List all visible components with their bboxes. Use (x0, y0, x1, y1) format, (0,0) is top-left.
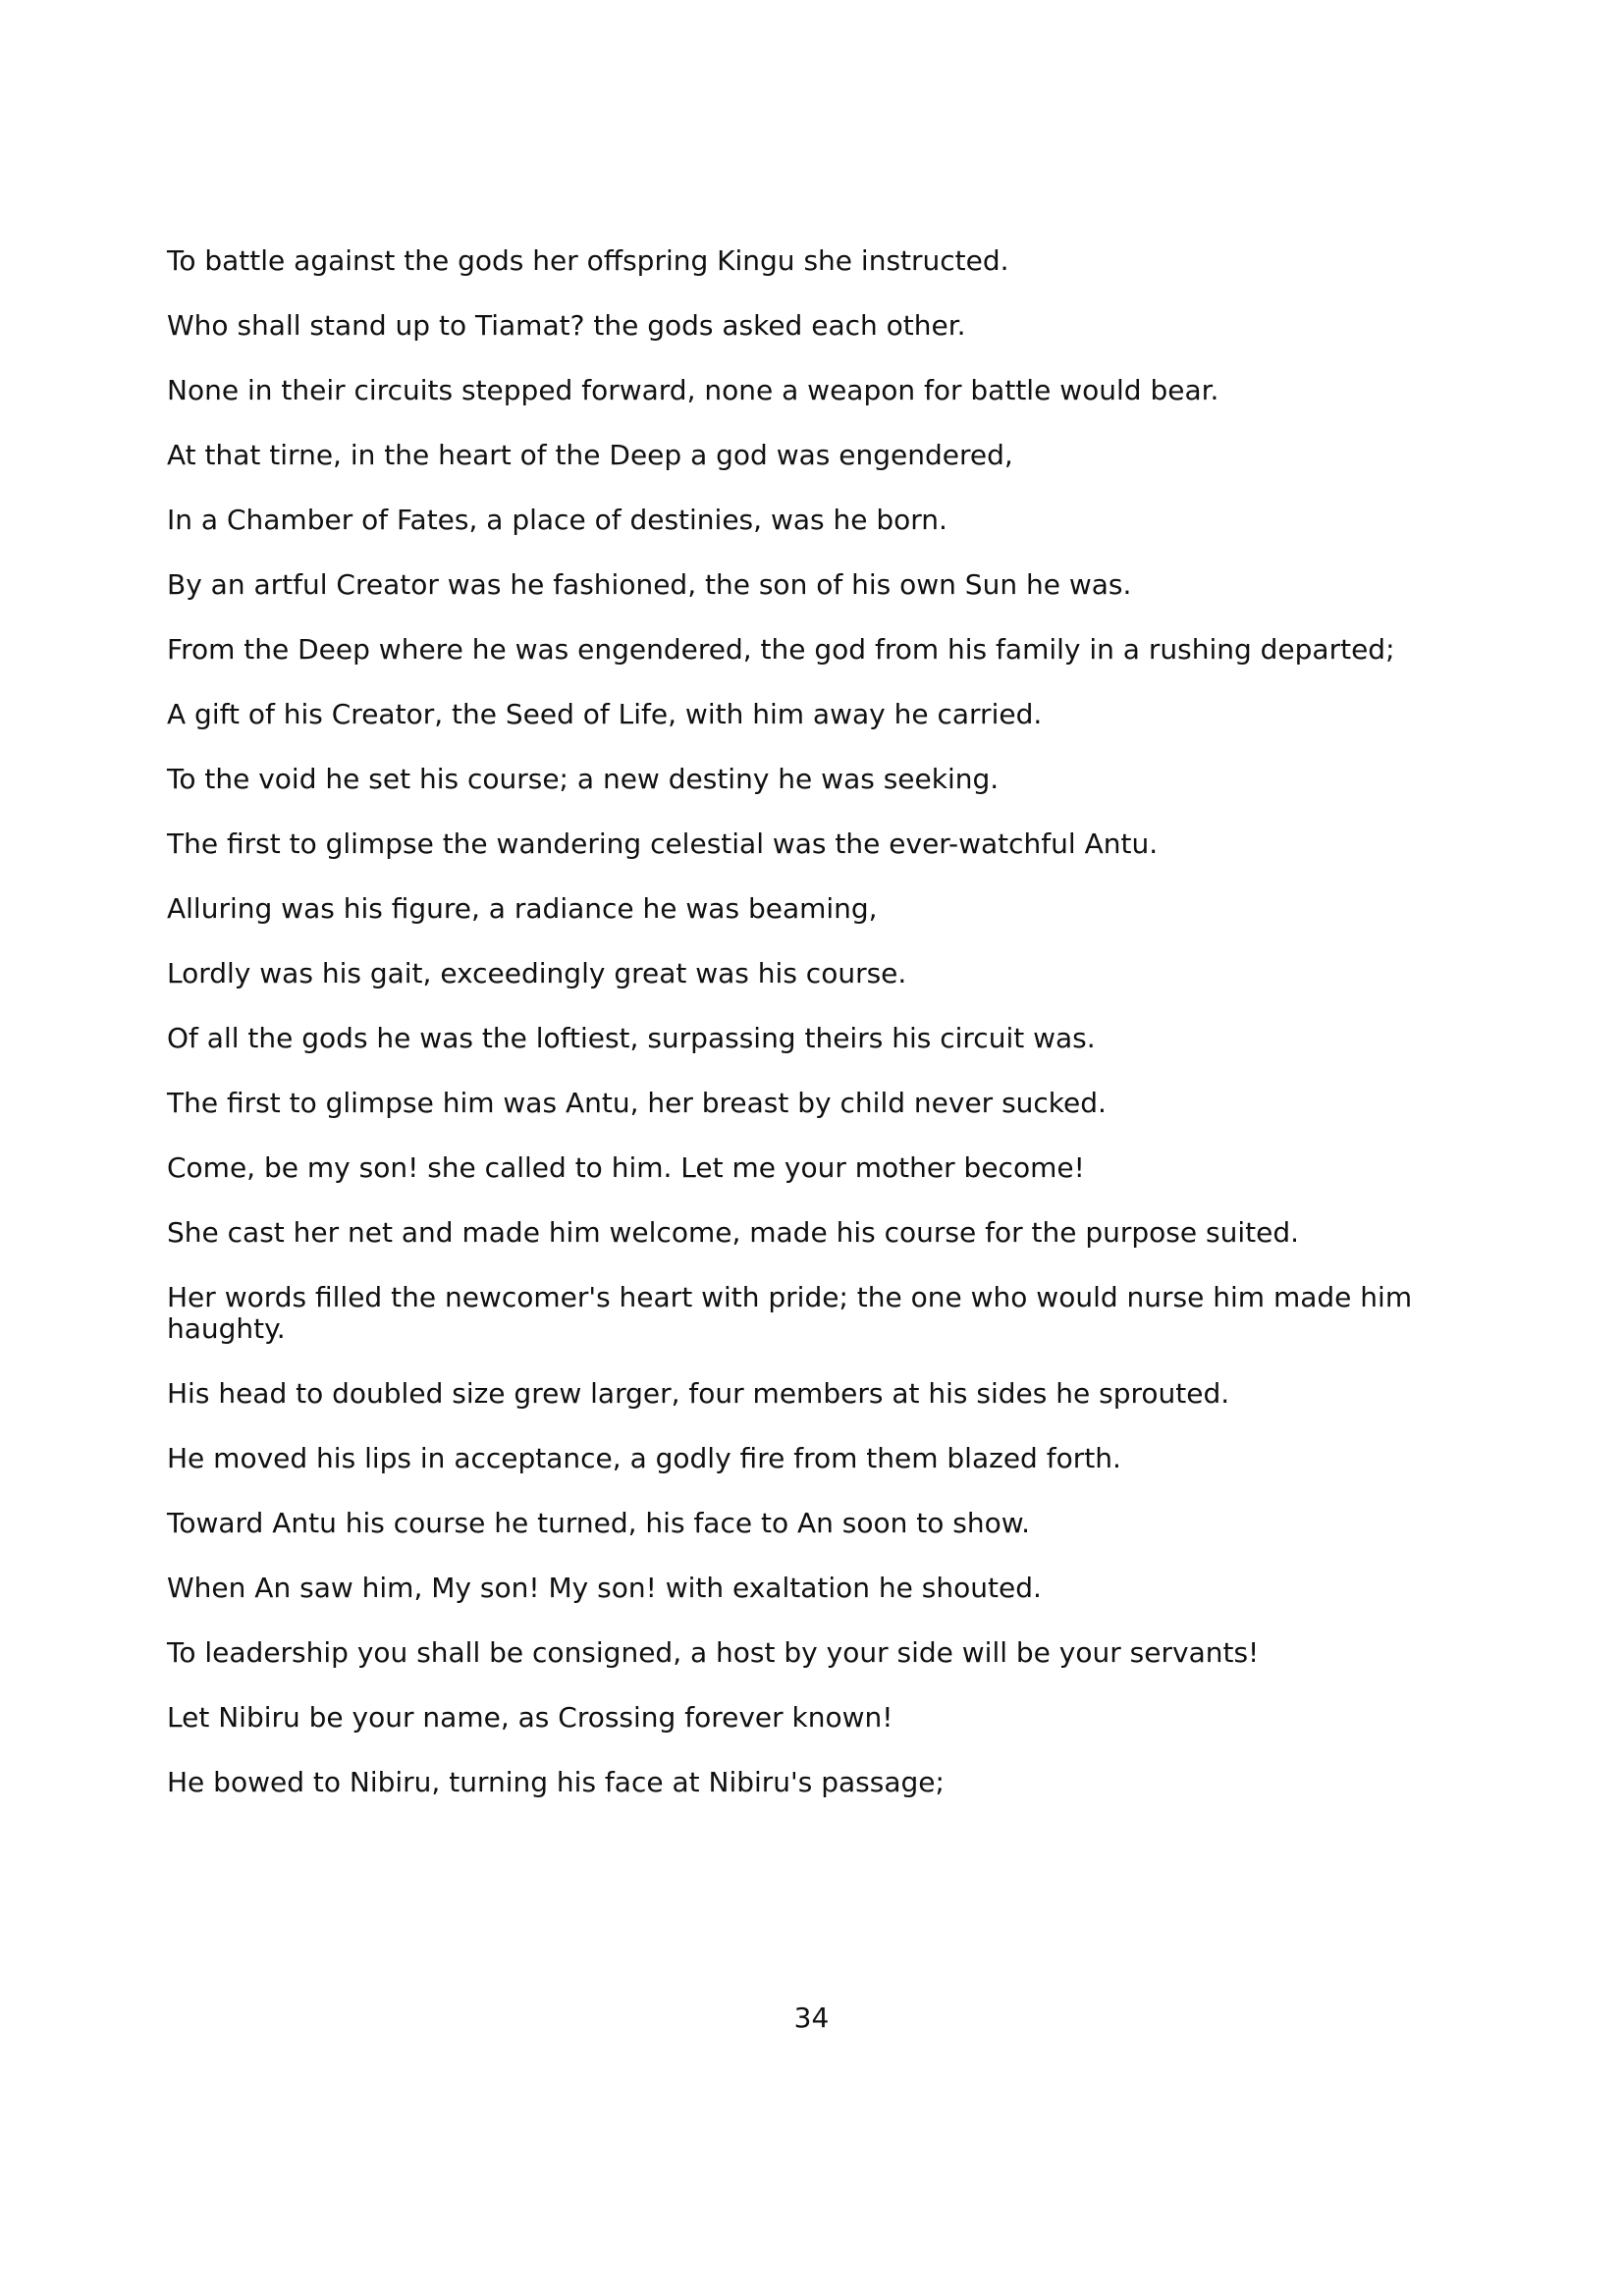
page-number: 34 (793, 2002, 830, 2034)
text-line: The first to glimpse him was Antu, her breast by child never sucked. (167, 1087, 1107, 1119)
text-line: She cast her net and made him welcome, made his course for the purpose suited. (167, 1216, 1299, 1249)
text-line: Let Nibiru be your name, as Crossing forever known! (167, 1701, 893, 1734)
text-line: The first to glimpse the wandering celestial was the ever-watchful Antu. (167, 828, 1159, 860)
text-line: At that tirne, in the heart of the Deep a god was engendered, (167, 439, 1013, 471)
text-line: His head to doubled size grew larger, four members at his sides he sprouted. (167, 1377, 1230, 1410)
text-line: Her words filled the newcomer's heart with pride; the one who would nurse him made him haughty. (167, 1281, 1413, 1345)
text-line: He bowed to Nibiru, turning his face at Nibiru's passage; (167, 1766, 945, 1798)
text-line: A gift of his Creator, the Seed of Life, with him away he carried. (167, 698, 1043, 730)
text-line: When An saw him, My son! My son! with exaltation he shouted. (167, 1572, 1042, 1604)
text-line: Come, be my son! she called to him. Let me your mother become! (167, 1151, 1085, 1184)
text-line: To battle against the gods her offspring Kingu she instructed. (167, 244, 1009, 277)
body-text (167, 245, 1424, 1832)
text-line: In a Chamber of Fates, a place of destinies, was he born. (167, 504, 947, 536)
text-line: To leadership you shall be consigned, a host by your side will be your servants! (167, 1636, 1260, 1669)
text-line: Of all the gods he was the loftiest, surpassing theirs his circuit was. (167, 1022, 1096, 1054)
text-line: Alluring was his figure, a radiance he was beaming, (167, 892, 878, 925)
text-line: None in their circuits stepped forward, none a weapon for battle would bear. (167, 374, 1219, 406)
text-line: He moved his lips in acceptance, a godly fire from them blazed forth. (167, 1442, 1121, 1474)
text-line: Lordly was his gait, exceedingly great was his course. (167, 957, 907, 989)
text-line: Who shall stand up to Tiamat? the gods asked each other. (167, 309, 966, 342)
text-line: Toward Antu his course he turned, his face to An soon to show. (167, 1507, 1030, 1539)
text-line: From the Deep where he was engendered, the god from his family in a rushing departed; (167, 633, 1395, 666)
text-line: To the void he set his course; a new destiny he was seeking. (167, 763, 1000, 795)
text-line: By an artful Creator was he fashioned, the son of his own Sun he was. (167, 568, 1132, 601)
